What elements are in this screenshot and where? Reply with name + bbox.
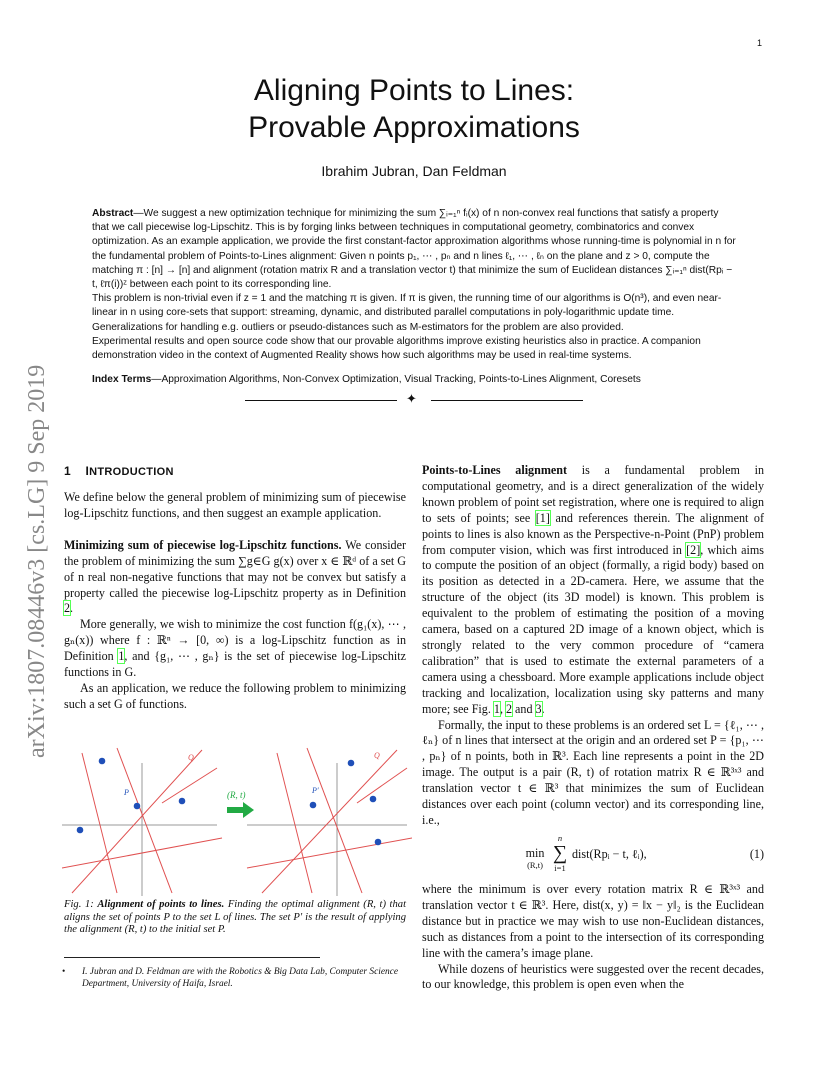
section-heading [64, 464, 174, 478]
abstract-text-1: —We suggest a new optimization technique for minimizing the sum ∑ᵢ₌₁ⁿ fᵢ(x) of n non-convex real functions that satisfy a property that we call piecewise log-Lipschitz. This is by forging links between techniques in computational geometry, combinatorics and convex optimization. As an example application, we provide the first constant-factor approximation algorithms whose running-time is polynomial in n for the fundamental problem of Points-to-Lines alignment: Given n points p₁, ⋯ , pₙ and n lines ℓ₁, ⋯ , ℓₙ on the plane and z > 0, compute the matching π : [n] → [n] and alignment (rotation matrix R and a translation vector t) that minimize the sum of Euclidean distances ∑ᵢ₌₁ⁿ dist(Rpᵢ − t, ℓπ(i))ᶻ between each point to its corresponding line. [92, 208, 736, 291]
right-para-4: While dozens of heuristics were suggested over the recent decades, to our knowledge, this problem is open even when the [422, 961, 764, 992]
red-line [117, 748, 172, 893]
right-column [422, 463, 764, 829]
label-Q-right: Q [374, 751, 380, 760]
eq-min: min [525, 846, 545, 860]
point [370, 796, 377, 803]
label-P: P [124, 788, 129, 797]
para-2-end: . [70, 601, 74, 616]
right-para-1-b: and references therein. The alignment of points to lines is also known as the Perspective-n-Point (PnP) problem from computer vision, which was first introduced in [422, 510, 764, 557]
divider-star-icon: ✦ [406, 391, 417, 406]
index-terms-text: —Approximation Algorithms, Non-Convex Optimization, Visual Tracking, Points-to-Lines Alignment, Coresets [151, 374, 641, 385]
footnote-bullet: • [62, 967, 66, 977]
divider-line-right [431, 400, 583, 401]
para-3-text-a: More generally, we wish to minimize the cost function f(g₁(x), ⋯ , gₙ(x)) where f : ℝⁿ → [0, ∞) is a log-Lipschitz function as in Definition [64, 617, 406, 664]
section-first-letter: I [85, 464, 90, 478]
right-column-lower [422, 882, 764, 993]
section-title-rest: NTRODUCTION [89, 466, 174, 478]
figure-3-link[interactable]: 3 [535, 701, 542, 716]
divider-line-left [245, 400, 397, 401]
arrow-shaft [227, 807, 243, 813]
para-2-heading: Minimizing sum of piecewise log-Lipschitz functions. [64, 537, 342, 552]
fig-sep-2: and [512, 701, 536, 716]
right-para-1-c: , which aims to compute the position of an object (formally, a rigid body) based on its position as detected in a 2D-camera. Here, we assume that the structure of the object (its 3D model) is known. This problem is equivalent to the problem of estimating the position of a moving camera, based on a captured 2D image of a known object, which is strongly related to the very common procedure of “camera calibration” that is used to estimate the external parameters of a camera using a chessboard. More example applications include object tracking and localization, localization using sky patterns and many more; see Fig. [422, 542, 764, 716]
right-para-1 [422, 463, 764, 718]
points-to-lines-heading: Points-to-Lines alignment [422, 463, 568, 477]
point [99, 758, 106, 765]
arrow-label: (R, t) [227, 790, 246, 800]
caption-text: Finding the optimal alignment (R, t) that aligns the set of points P to the set L of lines. The set P′ is the result of applying the alignment (R, t) to the initial set P. [64, 899, 407, 936]
footnote [64, 967, 406, 990]
eq-sum-icon: ∑ [552, 842, 568, 864]
intro-para-4: As an application, we reduce the following problem to minimizing such a set G of functions. [64, 680, 406, 711]
title-line-2: Provable Approximations [248, 111, 580, 144]
red-line [72, 750, 202, 893]
right-para-2: Formally, the input to these problems is an ordered set L = {ℓ₁, ⋯ , ℓₙ} of n lines that intersect at the origin and an ordered set P = {p₁, ⋯ , pₙ} of n points, both in ℝ³. Each line represents a point in the 2D image. The output is a pair (R, t) of rotation matrix R ∈ ℝ³ˣ³ and translation vector t ∈ ℝ³ that minimizes the sum of Euclidean distances over each point (column vector) and its corresponding line, i.e., [422, 717, 764, 827]
abstract-para-1 [92, 207, 738, 292]
eq-min-block [522, 847, 548, 870]
figure-2-link[interactable]: 2 [505, 701, 513, 716]
eq-sum-top: n [557, 833, 563, 843]
figure-1 [62, 738, 412, 898]
paper-title [0, 72, 828, 146]
abstract [92, 207, 738, 363]
right-para-1-a: is a fundamental problem in computational geometry, and is a direct generalization of the widely known problem of point set registration, where one is required to align to sets of points; see [422, 463, 764, 525]
point [310, 802, 317, 809]
red-line [247, 838, 412, 868]
footnote-text: I. Jubran and D. Feldman are with the Robotics & Big Data Lab, Computer Science Department, University of Haifa, Israel. [82, 967, 399, 989]
label-Pprime: P′ [312, 786, 319, 795]
point [179, 798, 186, 805]
index-terms-label: Index Terms [92, 374, 152, 385]
point [348, 760, 355, 767]
section-number: 1 [64, 464, 71, 478]
para-2-text: We consider the problem of minimizing the sum ∑g∈G g(x) over x ∈ ℝᵈ of a set G of n real non-negative functions that may not be convex but satisfy a property called the piecewise log-Lipschitz property as in Definition [64, 537, 406, 600]
label-Q-left: Q [188, 753, 194, 762]
page-number: 1 [757, 38, 763, 48]
eq-min-sub: (R,t) [527, 860, 543, 870]
red-line [82, 753, 117, 893]
red-line [262, 750, 397, 893]
arxiv-stamp-text: arXiv:1807.08446v3 [cs.LG] 9 Sep 2019 [24, 364, 50, 758]
citation-2-link[interactable]: [2] [686, 542, 701, 557]
red-line [307, 748, 362, 893]
intro-para-1: We define below the general problem of minimizing sum of piecewise log-Lipschitz functions, and then suggest an example application. [64, 490, 406, 520]
eq-sum-bot: i=1 [554, 863, 566, 873]
section-divider [245, 391, 583, 406]
equation-1 [422, 833, 764, 883]
caption-prefix: Fig. 1: [64, 899, 98, 910]
authors: Ibrahim Jubran, Dan Feldman [321, 163, 507, 179]
para-3-text-b: , and {g₁, ⋯ , gₙ} is the set of piecewise log-Lipschitz functions in G. [64, 649, 406, 680]
left-column [64, 490, 406, 713]
eq-body: dist(Rpᵢ − t, ℓᵢ), [572, 847, 647, 861]
point [77, 827, 84, 834]
abstract-para-3: Experimental results and open source code show that our provable algorithms improve existing heuristics also in practice. A companion demonstration video in the context of Augmented Reality shows how such algorithms may be used in real-time systems. [92, 335, 701, 362]
intro-para-2 [64, 538, 406, 618]
definition-2-link[interactable]: 2 [64, 601, 71, 616]
right-panel [247, 748, 412, 896]
eq-sum-block [550, 833, 570, 873]
right-para-3: where the minimum is over every rotation matrix R ∈ ℝ³ˣ³ and translation vector t ∈ ℝ³. Here, dist(x, y) = ‖x − y‖₂ is the Euclidean distance but in practice we may wish to use non-Euclidean distances, such as distances from a point to the intersection of its corresponding line with the camera’s image plane. [422, 882, 764, 960]
abstract-label: Abstract [92, 208, 134, 219]
point [375, 839, 382, 846]
fig-sep-1: , [499, 701, 506, 716]
citation-1-link[interactable]: [1] [535, 510, 550, 525]
abstract-para-2: This problem is non-trivial even if z = 1 and the matching π is given. If π is given, the running time of our algorithms is O(n³), and even near-linear in n using core-sets that support: streaming, dynamic, and distributed parallel computations in poly-logarithmic update time. Generalizations for handling e.g. outliers or pseudo-distances such as M-estimators for the problem are also provided. [92, 293, 722, 333]
alignment-arrow [227, 790, 254, 818]
intro-para-3 [64, 617, 406, 681]
right-para-1-end: . [541, 701, 545, 716]
red-line [357, 768, 407, 803]
arxiv-stamp [4, 300, 64, 760]
caption-bold: Alignment of points to lines. [97, 899, 225, 910]
figure-1-caption [64, 899, 406, 937]
definition-1-link[interactable]: 1 [118, 649, 125, 664]
left-panel [62, 748, 222, 896]
point [134, 803, 141, 810]
arrow-head [243, 802, 254, 818]
footnote-rule [64, 957, 320, 958]
eq-number: (1) [749, 847, 764, 861]
title-line-1: Aligning Points to Lines: [253, 74, 575, 107]
index-terms [92, 374, 738, 385]
figure-1-link[interactable]: 1 [493, 701, 500, 716]
